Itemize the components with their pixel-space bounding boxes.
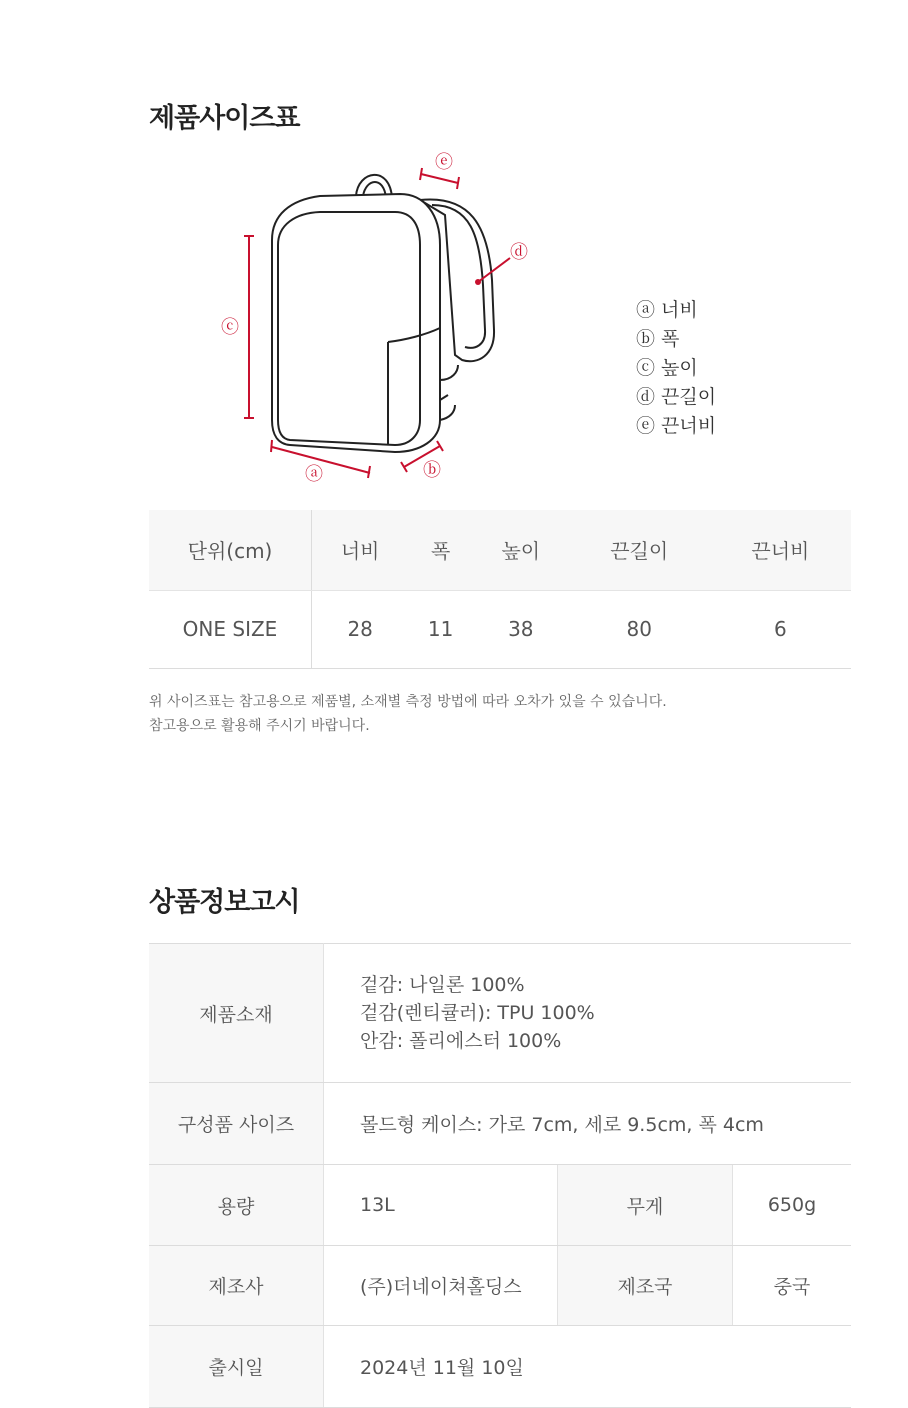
size-name-cell: ONE SIZE [149, 590, 312, 668]
table-row [149, 590, 851, 668]
mark-a: ⓐ [305, 464, 323, 485]
backpack-outline [272, 175, 494, 452]
material-line: 겉감(렌티큘러): TPU 100% [360, 1002, 595, 1024]
maker-value: (주)더네이쳐홀딩스 [324, 1246, 558, 1326]
weight-value: 650g [733, 1165, 852, 1246]
material-line: 안감: 폴리에스터 100% [360, 1030, 562, 1052]
mark-b: ⓑ [423, 460, 441, 481]
backpack-diagram [200, 140, 560, 490]
release-value: 2024년 11월 10일 [324, 1326, 852, 1408]
size-table-header-row [149, 510, 851, 590]
capacity-label: 용량 [149, 1165, 324, 1246]
capacity-value: 13L [324, 1165, 558, 1246]
dimension-legend [636, 296, 716, 441]
table-row [149, 1083, 851, 1165]
country-value: 중국 [733, 1246, 852, 1326]
size-chart-title: 제품사이즈표 [149, 103, 300, 134]
height-cell: 38 [508, 617, 534, 641]
strap-width-line [421, 174, 458, 183]
header-width: 너비 [312, 510, 409, 590]
header-strap-length: 끈길이 [569, 510, 710, 590]
size-table [149, 510, 851, 669]
header-height: 높이 [473, 510, 569, 590]
strap-width-cell: 6 [774, 617, 787, 641]
legend-item: ⓒ 높이 [636, 357, 698, 379]
header-strap-width: 끈너비 [710, 510, 851, 590]
weight-label: 무게 [558, 1165, 733, 1246]
maker-label: 제조사 [149, 1246, 324, 1326]
component-value: 몰드형 케이스: 가로 7cm, 세로 9.5cm, 폭 4cm [324, 1083, 852, 1165]
table-row [149, 1165, 851, 1246]
mark-c: ⓒ [221, 317, 239, 338]
product-info-title: 상품정보고시 [149, 887, 300, 918]
size-note [149, 690, 667, 738]
note-line: 위 사이즈표는 참고용으로 제품별, 소재별 측정 방법에 따라 오차가 있을 수 있습니다. [149, 694, 667, 710]
header-unit: 단위(cm) [149, 510, 312, 590]
product-info-table [149, 943, 851, 1408]
table-row [149, 1326, 851, 1408]
legend-item: ⓔ 끈너비 [636, 415, 717, 437]
release-label: 출시일 [149, 1326, 324, 1408]
depth-cell: 11 [427, 617, 454, 641]
header-depth: 폭 [408, 510, 473, 590]
note-line: 참고용으로 활용해 주시기 바랍니다. [149, 718, 370, 734]
strap-length-cell: 80 [626, 617, 652, 641]
material-value [324, 944, 852, 1083]
material-line: 겉감: 나일론 100% [360, 974, 525, 996]
table-row [149, 1246, 851, 1326]
width-cell: 28 [347, 617, 373, 641]
strap-length-dot [475, 279, 481, 285]
legend-item: ⓑ 폭 [636, 328, 680, 350]
mark-e: ⓔ [435, 152, 453, 173]
country-label: 제조국 [558, 1246, 733, 1326]
table-row [149, 944, 851, 1083]
material-label: 제품소재 [149, 944, 324, 1083]
legend-item: ⓓ 끈길이 [636, 386, 717, 408]
mark-d: ⓓ [510, 242, 528, 263]
legend-item: ⓐ 너비 [636, 299, 698, 321]
component-label: 구성품 사이즈 [149, 1083, 324, 1165]
